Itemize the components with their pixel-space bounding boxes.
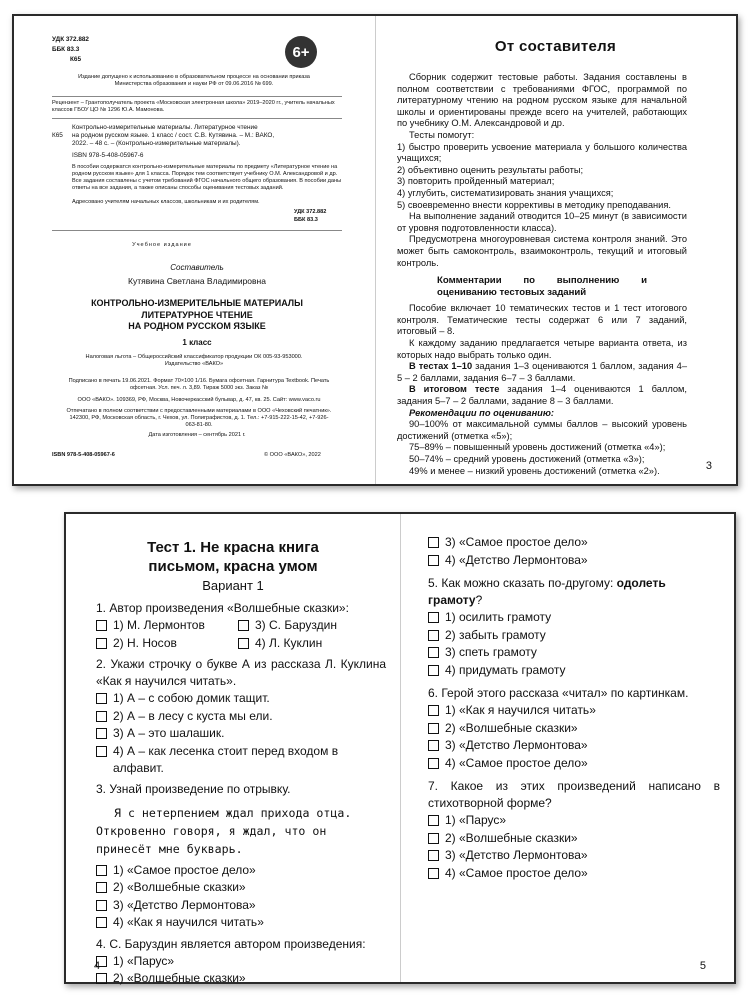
preface-p8-bold: В итоговом тесте (409, 384, 500, 395)
option-label: 4) «Как я научился читать» (113, 915, 264, 929)
page-number-3: 3 (705, 460, 712, 472)
copyright: © ООО «ВАКО», 2022 (264, 452, 321, 458)
option[interactable] (96, 708, 386, 726)
checkbox[interactable] (96, 746, 107, 757)
option[interactable] (96, 970, 386, 988)
question-2: 2. Укажи строчку о букве А из рассказа Л. Куклина «Как я научился читать». (96, 657, 386, 688)
tax-info: Налоговая льгота – Общероссийский классификатор продукции ОК 005-93-953000. Издательство «ВАКО» (85, 354, 303, 367)
q5-bold: одолеть грамоту (428, 576, 666, 607)
option[interactable] (96, 953, 386, 971)
preface-subtitle: Комментарии по выполнению и оцениванию тестовых заданий (437, 275, 647, 298)
catalog-title: Контрольно-измерительные материалы. Литературное чтение (72, 124, 258, 131)
test-page-right (400, 514, 734, 982)
option-label: 1) «Самое простое дело» (113, 862, 256, 877)
catalog-line3: 2022. – 48 с. – (Контрольно-измерительные материалы). (72, 140, 241, 147)
option-label: 1) М. Лермонтов (113, 618, 205, 632)
option-label: 3) спеть грамоту (445, 645, 537, 659)
checkbox[interactable] (428, 630, 439, 641)
preface-p5: Пособие включает 10 тематических тестов и 1 тест итогового контроля. Тематические тесты содержат 6 или 7 заданий, итоговый – 8. (397, 303, 687, 337)
option[interactable] (428, 812, 720, 830)
preface-p9: Рекомендации по оцениванию: (409, 407, 554, 418)
option-label: 2) забыть грамоту (445, 627, 546, 642)
checkbox[interactable] (96, 620, 107, 631)
option[interactable] (428, 755, 720, 773)
page-number-5: 5 (699, 960, 706, 972)
checkbox[interactable] (96, 973, 107, 984)
option-label: 1) «Как я научился читать» (445, 703, 596, 717)
preface-p7 (397, 361, 687, 384)
checkbox[interactable] (428, 758, 439, 769)
grade-5: 90–100% от максимальной суммы баллов – высокий уровень достижений (отметка «5»); (397, 419, 687, 441)
printer-info: Отпечатано в полном соответствии с предоставленными материалами в ООО «Чеховский печатник». 142300, РФ, Московская область, г. Чехов, ул. Полиграфистов, д. 1. Тел.: +7-915-222-15-42, +7-926-063-81-80. (66, 408, 332, 428)
book-title (52, 298, 342, 333)
test-page-left (66, 514, 400, 985)
questions-right (428, 534, 720, 882)
grade-4: 75–89% – повышенный уровень достижений (отметка «4»); (409, 442, 666, 453)
option-label: 4) придумать грамоту (445, 662, 566, 677)
checkbox[interactable] (428, 723, 439, 734)
checkbox[interactable] (96, 917, 107, 928)
book-title-line: НА РОДНОМ РУССКОМ ЯЗЫКЕ (128, 321, 266, 331)
option-label: 4) «Детство Лермонтова» (445, 552, 588, 567)
imprint-page (14, 16, 375, 484)
annotation: В пособии содержатся контрольно-измерительные материалы по предмету «Литературное чтение на родном русском языке» для 1 класса. Порядок тем соответствует учебнику О.М. Александровой и др. Все задания составлены с учетом требований ФГОС начального общего образования. В пособии даны ответы на все задания, а также описаны способы оценивания тестовых заданий. (72, 164, 342, 191)
checkbox[interactable] (96, 900, 107, 911)
bbk-2: ББК 83.3 (294, 217, 318, 223)
option[interactable] (96, 914, 386, 932)
option-label: 3) «Детство Лермонтова» (445, 848, 588, 862)
audience: Адресовано учителям начальных классов, школьникам и их родителям. (72, 199, 260, 205)
catalog-line2: на родном русском языке. 1 класс / сост. С.В. Кутявина. – М.: ВАКО, (72, 132, 275, 139)
option-label: 1) осилить грамоту (445, 610, 552, 624)
bottom-spread (64, 512, 736, 984)
option[interactable] (428, 865, 720, 883)
option-label: 1) «Парус» (113, 953, 175, 968)
checkbox[interactable] (428, 740, 439, 751)
option[interactable] (96, 862, 386, 880)
preface-p7-bold: В тестах 1–10 (409, 361, 473, 372)
reviewer-text: Рецензент – Грантополучатель проекта «Московская электронная школа» 2019–2020 гг., учитель начальных классов ГБОУ ЦО № 1296 Ю.А. Мамонова. (52, 100, 335, 113)
compiler-label: Составитель (170, 263, 224, 272)
q5-end: ? (475, 593, 483, 607)
option[interactable] (428, 702, 720, 720)
preface-p1: Сборник содержит тестовые работы. Задания составлены в полном соответствии с требованиями ФГОС, программой по литературному чтению на родном русском языке для начальной школы и ориентированы прежде всего на учителей, работающих по учебнику О.М. Александровой и др. (397, 72, 687, 129)
option[interactable] (428, 644, 720, 662)
isbn: ISBN 978-5-408-05967-6 (72, 152, 144, 159)
preface-l2: 2) объективно оценить результаты работы; (397, 164, 584, 175)
catalog-k65: К65 (52, 132, 63, 139)
option-label: 2) «Волшебные сказки» (445, 830, 578, 845)
option[interactable] (428, 534, 720, 552)
checkbox[interactable] (428, 705, 439, 716)
option[interactable] (428, 737, 720, 755)
udk-2: УДК 372.882 (294, 209, 327, 215)
preface-l5: 5) своевременно внести коррективы в методику преподавания. (397, 199, 671, 210)
checkbox[interactable] (428, 647, 439, 658)
bbk: ББК 83.3 (52, 46, 80, 53)
option[interactable] (96, 879, 386, 897)
publisher-info: ООО «ВАКО». 109369, РФ, Москва, Новочеркасский бульвар, д. 47, кв. 25. Сайт: www.vaco.ru (77, 397, 321, 403)
option[interactable] (428, 627, 720, 645)
option-label: 2) «Волшебные сказки» (113, 971, 246, 985)
checkbox[interactable] (428, 537, 439, 548)
isbn-bottom: ISBN 978-5-408-05967-6 (52, 452, 115, 458)
checkbox[interactable] (428, 555, 439, 566)
option-label: 1) «Парус» (445, 813, 507, 827)
option[interactable] (428, 662, 720, 680)
approval-text: Издание допущено к использованию в образовательном процессе на основании приказа Министерства образования и науки РФ от 09.06.2016 № 699. (78, 74, 310, 87)
preface-p2: Тесты помогут: (409, 129, 475, 140)
option[interactable] (96, 725, 386, 743)
variant-label: Вариант 1 (202, 578, 264, 593)
preface-body (397, 72, 687, 477)
checkbox[interactable] (96, 711, 107, 722)
test-title-line1: Тест 1. Не красна книга (147, 539, 319, 556)
checkbox[interactable] (238, 638, 249, 649)
udk: УДК 372.882 (52, 36, 89, 43)
checkbox[interactable] (96, 728, 107, 739)
option[interactable] (96, 617, 238, 635)
question-5 (428, 575, 720, 609)
checkbox[interactable] (428, 612, 439, 623)
option[interactable] (428, 609, 720, 627)
book-title-line: ЛИТЕРАТУРНОЕ ЧТЕНИЕ (141, 309, 253, 320)
question-1: 1. Автор произведения «Волшебные сказки»: (96, 601, 349, 615)
book-title-line: КОНТРОЛЬНО-ИЗМЕРИТЕЛЬНЫЕ МАТЕРИАЛЫ (91, 298, 303, 308)
production-date: Дата изготовления – сентябрь 2021 г. (148, 432, 246, 438)
preface-p6: К каждому заданию предлагается четыре варианта ответа, из которых надо выбрать только один. (397, 338, 687, 360)
preface-p8 (397, 384, 687, 407)
preface-p3: На выполнение заданий отводится 10–25 минут (в зависимости от уровня подготовленности класса). (397, 211, 687, 233)
option[interactable] (96, 897, 386, 915)
grade-2: 49% и менее – низкий уровень достижений (отметка «2»). (409, 465, 660, 476)
page-number-4: 4 (94, 960, 101, 972)
option-label: 2) «Волшебные сказки» (445, 720, 578, 735)
questions-left (96, 600, 386, 988)
preface-p8-text: задания 1–4 оцениваются 1 баллом, задания 5–7 – 2 баллами, задание 8 – 3 баллами. (397, 384, 688, 407)
option[interactable] (428, 720, 720, 738)
question-4: 4. С. Баруздин является автором произведения: (96, 936, 366, 951)
test-title (66, 538, 400, 576)
k65: К65 (70, 56, 82, 63)
option[interactable] (428, 552, 720, 570)
print-info: Подписано в печать 19.06.2021. Формат 70×100 1/16. Бумага офсетная. Гарнитура Textbook. Печать офсетная. Усл. печ. л. 3,89. Тираж 5000 экз. Заказ № (68, 378, 330, 391)
grade-3: 50–74% – средний уровень достижений (отметка «3»); (409, 454, 645, 464)
q1-options (96, 617, 386, 652)
test-title-line2: письмом, красна умом (148, 558, 318, 575)
option-label: 4) «Самое простое дело» (445, 755, 588, 770)
option-label: 3) «Самое простое дело» (445, 535, 588, 549)
question-7: 7. Какое из этих произведений написано в стихотворной форме? (428, 779, 720, 810)
question-6: 6. Герой этого рассказа «читал» по картинкам. (428, 686, 689, 700)
option-label: 4) Л. Куклин (255, 635, 323, 650)
option-label: 1) А – с собою домик тащит. (113, 691, 270, 705)
option[interactable] (238, 635, 368, 653)
option-label: 4) «Самое простое дело» (445, 865, 588, 880)
option-label: 2) А – в лесу с куста мы ели. (113, 708, 273, 723)
option[interactable] (428, 847, 720, 865)
compiler-name: Кутявина Светлана Владимировна (128, 276, 266, 286)
checkbox[interactable] (428, 815, 439, 826)
question-3: 3. Узнай произведение по отрывку. (96, 781, 291, 796)
option[interactable] (96, 690, 386, 708)
preface-l4: 4) углубить, систематизировать знания учащихся; (397, 187, 614, 198)
option-label: 2) Н. Носов (113, 635, 177, 650)
preface-p7-text: задания 1–3 оцениваются 1 баллом, задания 4–5 – 2 баллами, задания 6–7 – 3 баллами. (397, 361, 687, 383)
checkbox[interactable] (96, 693, 107, 704)
option-label: 3) А – это шалашик. (113, 726, 225, 740)
preface-p4: Предусмотрена многоуровневая система контроля знаний. Это может быть самоконтроль, взаимоконтроль, текущий и итоговый контроль. (397, 234, 687, 268)
preface-l3: 3) повторить пройденный материал; (397, 176, 555, 187)
option-label: 3) «Детство Лермонтова» (445, 738, 588, 752)
option-label: 4) А – как лесенка стоит перед входом в алфавит. (113, 743, 339, 775)
option-label: 3) С. Баруздин (255, 618, 337, 632)
preface-title: От составителя (494, 38, 617, 55)
grade: 1 класс (182, 338, 212, 347)
preface-l1: 1) быстро проверить усвоение материала у большого количества учащихся; (397, 141, 687, 164)
excerpt: Я с нетерпением ждал прихода отца. Откровенно говоря, я ждал, что он принесёт мне букварь. (96, 805, 352, 856)
edition-type: Учебное издание (132, 242, 192, 248)
checkbox[interactable] (428, 850, 439, 861)
option[interactable] (96, 635, 238, 653)
checkbox[interactable] (96, 865, 107, 876)
checkbox[interactable] (238, 620, 249, 631)
preface-page (375, 16, 736, 484)
option[interactable] (428, 830, 720, 848)
top-spread (12, 14, 738, 486)
checkbox[interactable] (428, 665, 439, 676)
checkbox[interactable] (96, 638, 107, 649)
checkbox[interactable] (96, 882, 107, 893)
age-rating-badge: 6+ (285, 36, 317, 68)
option[interactable] (96, 743, 386, 777)
option-label: 2) «Волшебные сказки» (113, 880, 246, 894)
checkbox[interactable] (428, 833, 439, 844)
checkbox[interactable] (428, 868, 439, 879)
option[interactable] (238, 617, 368, 635)
option-label: 3) «Детство Лермонтова» (113, 897, 256, 912)
q5-text: 5. Как можно сказать по-другому: (428, 576, 617, 590)
